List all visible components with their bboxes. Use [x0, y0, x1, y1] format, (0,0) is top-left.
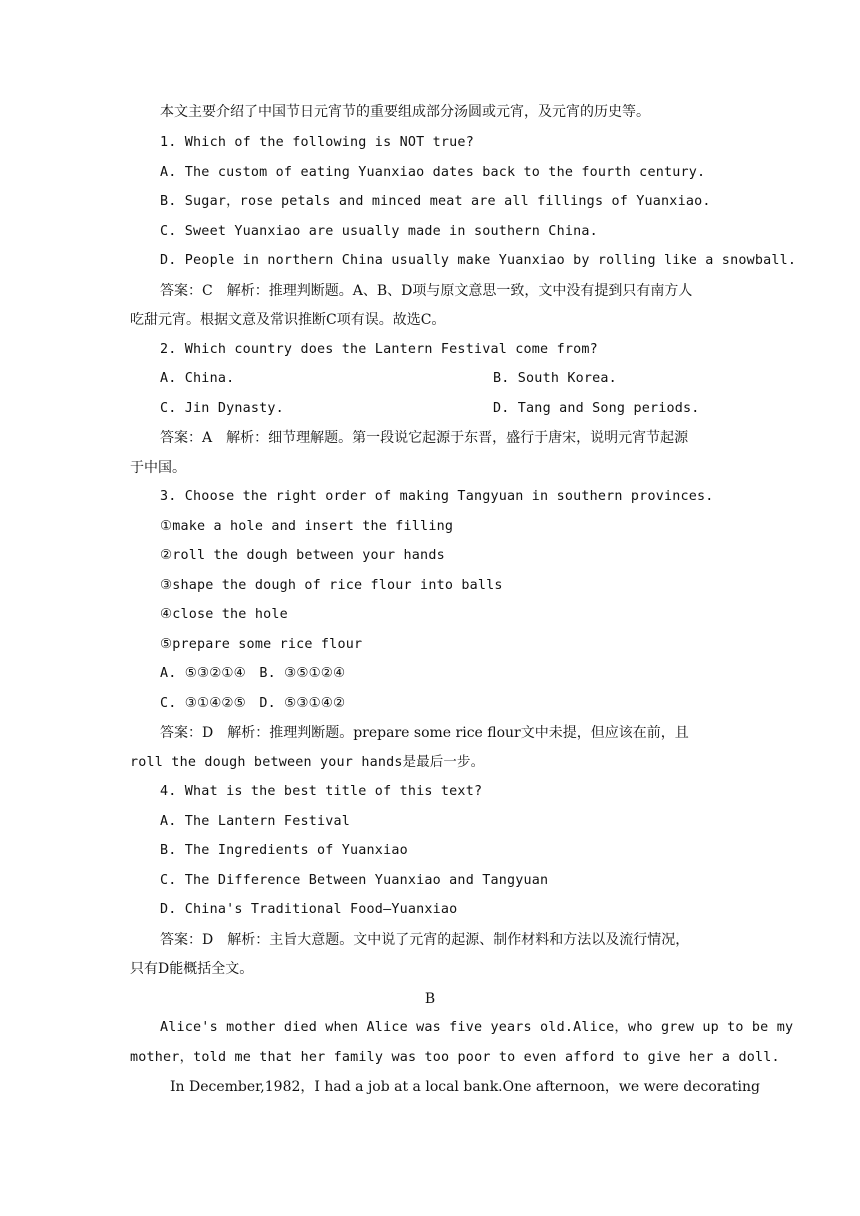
q4-option-c: C. The Difference Between Yuanxiao and Tangyuan — [160, 873, 549, 888]
q3-step-3: ③shape the dough of rice flour into balls — [160, 578, 503, 593]
q4-answer-cont: 只有D能概括全文。 — [130, 961, 254, 977]
q3-step-5: ⑤prepare some rice flour — [160, 637, 363, 652]
q3-answer: 答案：D 解析：推理判断题。prepare some rice flour文中未提，但应该在前，且 — [160, 725, 689, 741]
q3-step-4: ④close the hole — [160, 607, 288, 622]
q3-step-2: ②roll the dough between your hands — [160, 548, 445, 563]
q2-question: 2. Which country does the Lantern Festival come from? — [160, 342, 598, 357]
q2-option-b: B. South Korea. — [493, 371, 617, 386]
passage-b-p1-line2: mother，told me that her family was too poor to even afford to give her a doll. — [130, 1050, 780, 1065]
q4-option-b: B. The Ingredients of Yuanxiao — [160, 843, 408, 858]
q1-option-c: C. Sweet Yuanxiao are usually made in southern China. — [160, 224, 598, 239]
q1-option-b: B. Sugar，rose petals and minced meat are all fillings of Yuanxiao. — [160, 194, 711, 209]
q4-option-a: A. The Lantern Festival — [160, 814, 351, 829]
q2-answer-cont: 于中国。 — [130, 460, 186, 476]
q3-options-cd: C. ③①④②⑤ D. ⑤③①④② — [160, 696, 346, 711]
summary-text: 本文主要介绍了中国节日元宵节的重要组成部分汤圆或元宵，及元宵的历史等。 — [160, 104, 650, 120]
q2-options-ab — [160, 370, 730, 388]
q2-answer: 答案：A 解析：细节理解题。第一段说它起源于东晋，盛行于唐宋，说明元宵节起源 — [160, 430, 689, 446]
q1-option-d: D. People in northern China usually make Yuanxiao by rolling like a snowball. — [160, 253, 797, 268]
passage-b-p2-line1: In December,1982，I had a job at a local bank.One afternoon，we were decorating — [170, 1079, 760, 1095]
q3-options-ab: A. ⑤③②①④ B. ③⑤①②④ — [160, 666, 346, 681]
q3-question: 3. Choose the right order of making Tangyuan in southern provinces. — [160, 489, 714, 504]
q1-question: 1. Which of the following is NOT true? — [160, 135, 474, 150]
q1-answer: 答案：C 解析：推理判断题。A、B、D项与原文意思一致，文中没有提到只有南方人 — [160, 283, 693, 299]
q3-answer-cont: roll the dough between your hands是最后一步。 — [130, 755, 485, 770]
q4-option-d: D. China's Traditional Food—Yuanxiao — [160, 902, 458, 917]
q4-answer: 答案：D 解析：主旨大意题。文中说了元宵的起源、制作材料和方法以及流行情况， — [160, 932, 690, 948]
q1-answer-cont: 吃甜元宵。根据文意及常识推断C项有误。故选C。 — [130, 312, 446, 328]
q3-step-1: ①make a hole and insert the filling — [160, 519, 454, 534]
q1-option-a: A. The custom of eating Yuanxiao dates back to the fourth century. — [160, 165, 706, 180]
q2-option-d: D. Tang and Song periods. — [493, 401, 700, 416]
q2-option-c: C. Jin Dynasty. — [160, 401, 284, 416]
q4-question: 4. What is the best title of this text? — [160, 784, 483, 799]
q2-option-a: A. China. — [160, 371, 235, 386]
passage-b-p1-line1: Alice's mother died when Alice was five years old.Alice，who grew up to be my — [160, 1020, 794, 1035]
section-heading: B — [424, 991, 436, 1007]
q2-options-cd — [160, 400, 730, 418]
